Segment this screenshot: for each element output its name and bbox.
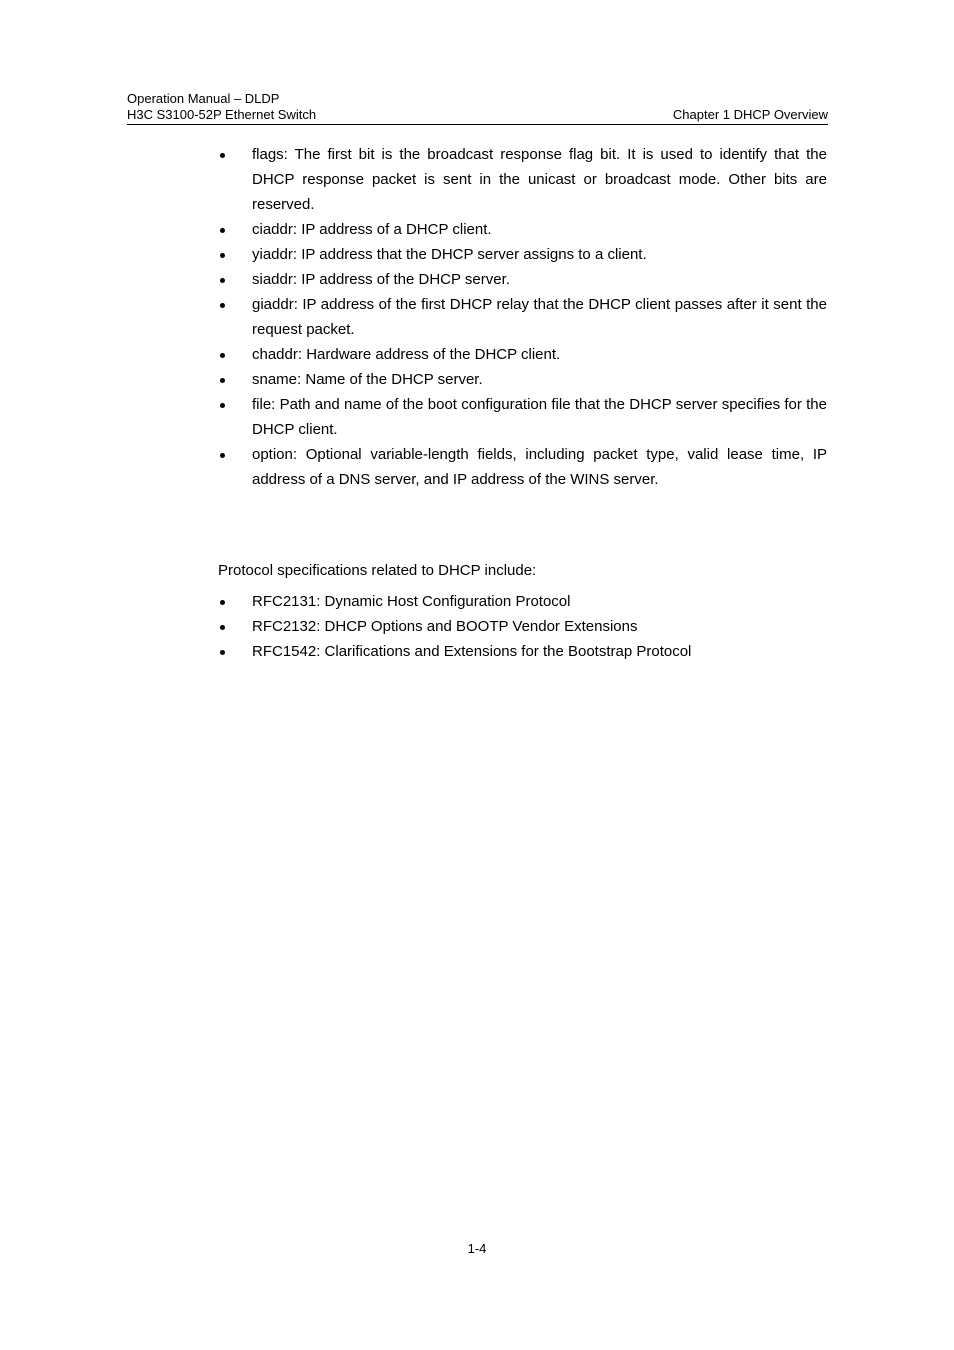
- product-name: H3C S3100-52P Ethernet Switch: [127, 107, 317, 122]
- bullet-icon: [220, 353, 225, 358]
- manual-title: Operation Manual – DLDP: [127, 91, 280, 106]
- list-item-text: sname: Name of the DHCP server.: [252, 371, 483, 388]
- list-item: [218, 392, 827, 442]
- list-item-text: option: Optional variable-length fields, including packet type, valid lease time, IP address of a DNS server, and IP address of the WINS server.: [252, 446, 827, 488]
- list-item-text: yiaddr: IP address that the DHCP server assigns to a client.: [252, 246, 647, 263]
- packet-field-list: [218, 142, 827, 492]
- bullet-icon: [220, 228, 225, 233]
- protocol-intro: Protocol specifications related to DHCP include:: [218, 562, 537, 579]
- list-item: [218, 589, 827, 614]
- list-item-text: chaddr: Hardware address of the DHCP client.: [252, 346, 561, 363]
- bullet-icon: [220, 600, 225, 605]
- list-item-text: RFC1542: Clarifications and Extensions for the Bootstrap Protocol: [252, 643, 692, 660]
- list-item: [218, 614, 827, 639]
- list-item: [218, 639, 827, 664]
- header-row: [127, 107, 828, 123]
- header-divider: [127, 124, 828, 125]
- list-item-text: giaddr: IP address of the first DHCP relay that the DHCP client passes after it sent the request packet.: [252, 296, 827, 338]
- bullet-icon: [220, 625, 225, 630]
- list-item: [218, 267, 827, 292]
- list-item: [218, 142, 827, 217]
- bullet-icon: [220, 453, 225, 458]
- page-number: 1-4: [467, 1241, 487, 1256]
- page-header: [127, 91, 828, 123]
- list-item-text: ciaddr: IP address of a DHCP client.: [252, 221, 492, 238]
- bullet-icon: [220, 153, 225, 158]
- list-item-text: RFC2131: Dynamic Host Configuration Protocol: [252, 593, 571, 610]
- bullet-icon: [220, 378, 225, 383]
- chapter-title: Chapter 1 DHCP Overview: [672, 107, 828, 122]
- list-item: [218, 217, 827, 242]
- list-item-text: siaddr: IP address of the DHCP server.: [252, 271, 510, 288]
- list-item: [218, 367, 827, 392]
- list-item: [218, 242, 827, 267]
- bullet-icon: [220, 303, 225, 308]
- bullet-icon: [220, 650, 225, 655]
- rfc-list: [218, 589, 827, 664]
- list-item: [218, 292, 827, 342]
- bullet-icon: [220, 403, 225, 408]
- bullet-icon: [220, 278, 225, 283]
- list-item-text: RFC2132: DHCP Options and BOOTP Vendor Extensions: [252, 618, 638, 635]
- list-item-text: file: Path and name of the boot configuration file that the DHCP server specifies for the DHCP client.: [252, 396, 827, 438]
- list-item-text: flags: The first bit is the broadcast response flag bit. It is used to identify that the DHCP response packet is sent in the unicast or broadcast mode. Other bits are reserved.: [252, 146, 827, 213]
- bullet-icon: [220, 253, 225, 258]
- list-item: [218, 442, 827, 492]
- list-item: [218, 342, 827, 367]
